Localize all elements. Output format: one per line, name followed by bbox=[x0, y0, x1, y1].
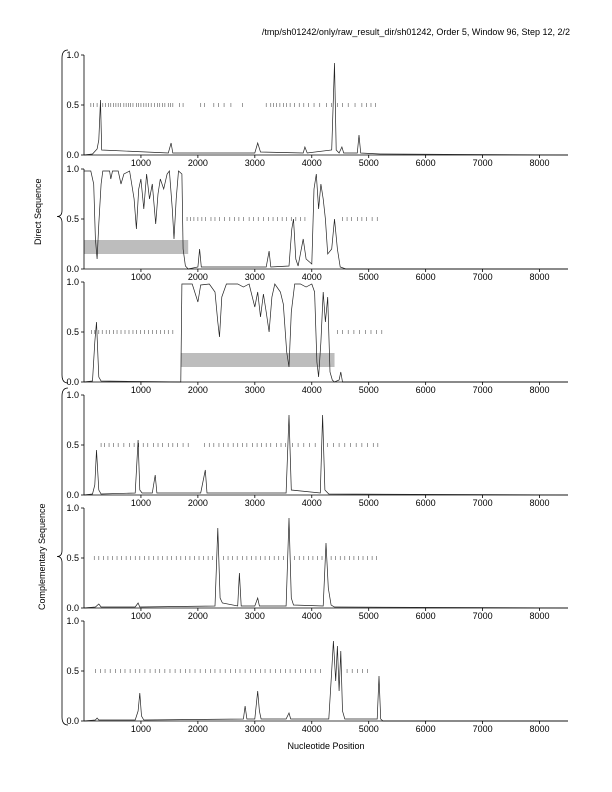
highlight-region-3 bbox=[181, 353, 335, 367]
y-tick-label: 1.0 bbox=[66, 616, 79, 626]
y-tick-label: 1.0 bbox=[66, 164, 79, 174]
x-tick-label: 6000 bbox=[415, 158, 436, 168]
y-tick-label: 0.0 bbox=[66, 150, 79, 160]
x-tick-label: 1000 bbox=[130, 385, 151, 395]
x-tick-label: 4000 bbox=[301, 724, 322, 734]
x-tick-label: 7000 bbox=[472, 158, 493, 168]
x-tick-label: 2000 bbox=[187, 158, 208, 168]
y-tick-label: 1.0 bbox=[66, 277, 79, 287]
y-tick-label: 1.0 bbox=[66, 50, 79, 60]
series-line-6 bbox=[84, 641, 568, 721]
x-tick-label: 3000 bbox=[244, 611, 265, 621]
x-tick-label: 3000 bbox=[244, 272, 265, 282]
x-tick-label: 2000 bbox=[187, 611, 208, 621]
group-label-complementary: Complementary Sequence bbox=[37, 503, 47, 610]
y-tick-label: 1.0 bbox=[66, 503, 79, 513]
x-tick-label: 3000 bbox=[244, 158, 265, 168]
x-tick-label: 1000 bbox=[130, 158, 151, 168]
group-label-direct: Direct Sequence bbox=[33, 178, 43, 245]
y-tick-label: 0.0 bbox=[66, 490, 79, 500]
x-tick-label: 8000 bbox=[529, 498, 550, 508]
y-tick-label: 1.0 bbox=[66, 390, 79, 400]
x-tick-label: 6000 bbox=[415, 498, 436, 508]
x-tick-label: 2000 bbox=[187, 724, 208, 734]
y-tick-label: 0.5 bbox=[66, 666, 79, 676]
series-line-1 bbox=[84, 63, 568, 155]
x-tick-label: 1000 bbox=[130, 724, 151, 734]
x-tick-label: 5000 bbox=[358, 272, 379, 282]
x-tick-label: 4000 bbox=[301, 158, 322, 168]
x-tick-label: 8000 bbox=[529, 724, 550, 734]
x-tick-label: 4000 bbox=[301, 272, 322, 282]
x-tick-label: 7000 bbox=[472, 611, 493, 621]
y-tick-label: 0.5 bbox=[66, 100, 79, 110]
x-tick-label: 5000 bbox=[358, 611, 379, 621]
x-tick-label: 7000 bbox=[472, 272, 493, 282]
x-tick-label: 4000 bbox=[301, 498, 322, 508]
x-tick-label: 3000 bbox=[244, 385, 265, 395]
x-tick-label: 3000 bbox=[244, 498, 265, 508]
y-tick-label: 0.0 bbox=[66, 264, 79, 274]
x-tick-label: 6000 bbox=[415, 724, 436, 734]
series-line-5 bbox=[84, 518, 568, 608]
x-tick-label: 4000 bbox=[301, 385, 322, 395]
x-axis-label: Nucleotide Position bbox=[287, 741, 365, 751]
x-tick-label: 5000 bbox=[358, 498, 379, 508]
x-tick-label: 5000 bbox=[358, 724, 379, 734]
x-tick-label: 1000 bbox=[130, 611, 151, 621]
x-tick-label: 2000 bbox=[187, 498, 208, 508]
y-tick-label: 0.5 bbox=[66, 327, 79, 337]
x-tick-label: 8000 bbox=[529, 158, 550, 168]
y-tick-label: 0.0 bbox=[66, 603, 79, 613]
x-tick-label: 6000 bbox=[415, 385, 436, 395]
y-tick-label: 0.5 bbox=[66, 214, 79, 224]
y-tick-label: 0.0 bbox=[66, 716, 79, 726]
x-tick-label: 6000 bbox=[415, 611, 436, 621]
x-tick-label: 8000 bbox=[529, 385, 550, 395]
x-tick-label: 8000 bbox=[529, 611, 550, 621]
x-tick-label: 3000 bbox=[244, 724, 265, 734]
series-line-2 bbox=[84, 171, 568, 269]
x-tick-label: 7000 bbox=[472, 385, 493, 395]
x-tick-label: 5000 bbox=[358, 158, 379, 168]
x-tick-label: 1000 bbox=[130, 498, 151, 508]
y-tick-label: 0.5 bbox=[66, 553, 79, 563]
x-tick-label: 2000 bbox=[187, 385, 208, 395]
x-tick-label: 6000 bbox=[415, 272, 436, 282]
series-line-4 bbox=[84, 415, 568, 495]
x-tick-label: 1000 bbox=[130, 272, 151, 282]
x-tick-label: 5000 bbox=[358, 385, 379, 395]
y-tick-label: 0.5 bbox=[66, 440, 79, 450]
x-tick-label: 2000 bbox=[187, 272, 208, 282]
x-tick-label: 7000 bbox=[472, 498, 493, 508]
x-tick-label: 4000 bbox=[301, 611, 322, 621]
x-tick-label: 7000 bbox=[472, 724, 493, 734]
y-tick-label: 0.0 bbox=[66, 377, 79, 387]
highlight-region-2 bbox=[84, 240, 188, 254]
x-tick-label: 8000 bbox=[529, 272, 550, 282]
figure-header: /tmp/sh01242/only/raw_result_dir/sh01242, Order 5, Window 96, Step 12, 2/2 bbox=[261, 27, 570, 37]
